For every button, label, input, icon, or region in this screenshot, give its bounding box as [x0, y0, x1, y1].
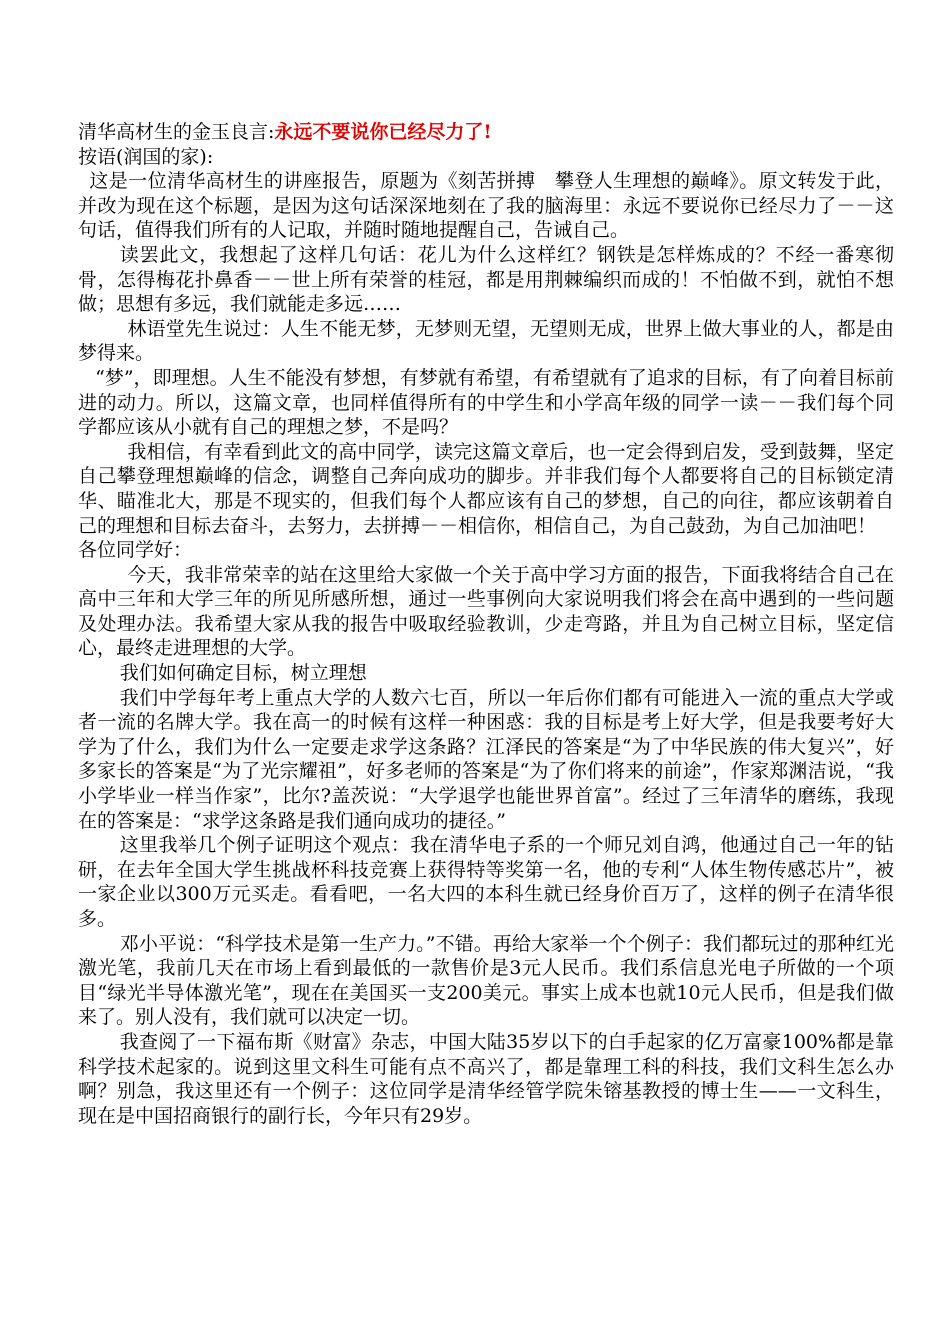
document-title [78, 120, 894, 145]
intro-paragraph: “梦”，即理想。人生不能没有梦想，有梦就有希望，有希望就有了追求的目标，有了向着目标前进的动力。所以，这篇文章，也同样值得所有的中学生和小学高年级的同学一读－－我们每个同学都应该从小就有自己的理想之梦，不是吗？ [78, 366, 894, 439]
document-page [78, 120, 894, 1128]
body-paragraph: 我查阅了一下福布斯《财富》杂志，中国大陆35岁以下的白手起家的亿万富豪100%都是靠科学技术起家的。说到这里文科生可能有点不高兴了，都是靠理工科的科技，我们文科生怎么办啊？别急，我这里还有一个例子：这位同学是清华经管学院朱镕基教授的博士生——一文科生，现在是中国招商银行的副行长，今年只有29岁。 [78, 1030, 894, 1127]
speech-intro-paragraph: 今天，我非常荣幸的站在这里给大家做一个关于高中学习方面的报告，下面我将结合自己在高中三年和大学三年的所见所感所想，通过一些事例向大家说明我们将会在高中遇到的一些问题及处理办法。我希望大家从我的报告中吸取经验教训，少走弯路，并且为自己树立目标，坚定信心，最终走进理想的大学。 [78, 563, 894, 660]
note-label: 按语(润国的家): [78, 145, 214, 168]
intro-paragraph: 读罢此文，我想起了这样几句话：花儿为什么这样红？钢铁是怎样炼成的？不经一番寒彻骨，怎得梅花扑鼻香－－世上所有荣誉的桂冠，都是用荆棘编织而成的！不怕做不到，就怕不想做；思想有多远，我们就能走多远…… [78, 243, 894, 316]
title-prefix: 清华高材生的金玉良言: [78, 121, 275, 143]
intro-paragraph: 我相信，有幸看到此文的高中同学，读完这篇文章后，也一定会得到启发，受到鼓舞，坚定自己攀登理想巅峰的信念，调整自己奔向成功的脚步。并非我们每个人都要将自己的目标锁定清华、瞄准北大，那是不现实的，但我们每个人都应该有自己的梦想，自己的向往，都应该朝着自己的理想和目标去奋斗，去努力，去拼搏－－相信你，相信自己，为自己鼓劲，为自己加油吧！ [78, 440, 894, 537]
intro-paragraph: 这是一位清华高材生的讲座报告，原题为《刻苦拼搏 攀登人生理想的巅峰》。原文转发于此，并改为现在这个标题，是因为这句话深深地刻在了我的脑海里：永远不要说你已经尽力了－－这句话，值得我们所有的人记取，并随时随地提醒自己，告诫自己。 [78, 170, 894, 242]
greeting: 各位同学好： [78, 539, 193, 562]
body-paragraph: 我们中学每年考上重点大学的人数六七百，所以一年后你们都有可能进入一流的重点大学或者一流的名牌大学。我在高一的时候有这样一种困惑：我的目标是考上好大学，但是我要考好大学为了什么，我们为什么一定要走求学这条路？江泽民的答案是“为了中华民族的伟大复兴”，好多家长的答案是“为了光宗耀祖”，好多老师的答案是“为了你们将来的前途”，作家郑渊洁说，“我小学毕业一样当作家”，比尔?盖茨说：“大学退学也能世界首富”。经过了三年清华的磨练，我现在的答案是：“求学这条路是我们通向成功的捷径。” [78, 686, 894, 832]
title-highlight: 永远不要说你已经尽力了! [274, 121, 492, 143]
body-paragraph: 这里我举几个例子证明这个观点：我在清华电子系的一个师兄刘自鸿，他通过自己一年的钻研，在去年全国大学生挑战杯科技竞赛上获得特等奖第一名，他的专利“人体生物传感芯片”，被一家企业以300万元买走。看看吧，一名大四的本科生就已经身价百万了，这样的例子在清华很多。 [78, 834, 894, 930]
body-paragraph: 邓小平说：“科学技术是第一生产力。”不错。再给大家举一个个例子：我们都玩过的那种红光激光笔，我前几天在市场上看到最低的一款售价是3元人民币。我们系信息光电子所做的一个项目“绿光半导体激光笔”，现在在美国买一支200美元。事实上成本也就10元人民币，但是我们做来了。别人没有，我们就可以决定一切。 [78, 932, 894, 1029]
section-heading: 我们如何确定目标，树立理想 [119, 662, 367, 685]
intro-paragraph: 林语堂先生说过：人生不能无梦，无梦则无望，无望则无成，世界上做大事业的人，都是由梦得来。 [78, 317, 894, 365]
